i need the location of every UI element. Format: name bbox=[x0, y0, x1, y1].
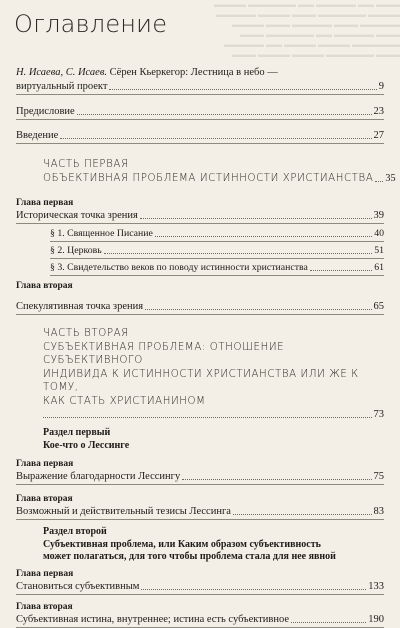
dot-leader bbox=[140, 218, 372, 219]
intro-line-2 bbox=[16, 80, 384, 95]
page-title: Оглавление bbox=[14, 10, 168, 38]
part-two-title-line3: КАК СТАТЬ ХРИСТИАНИНОМ bbox=[43, 395, 206, 407]
page-number: 9 bbox=[378, 81, 384, 92]
subsection-two-title-line1: Субъективная проблема, или Каким образом субъективность bbox=[43, 538, 321, 550]
toc-entry-intro[interactable] bbox=[16, 66, 384, 95]
page-number: 65 bbox=[373, 301, 384, 312]
intro-line-1 bbox=[16, 66, 384, 80]
page-number: 75 bbox=[373, 471, 384, 482]
page-number: 40 bbox=[374, 228, 384, 239]
page-number: 27 bbox=[373, 130, 384, 141]
subsection-one-title: Кое-что о Лессинге bbox=[43, 439, 130, 451]
toc-entry-speculative[interactable] bbox=[16, 300, 384, 315]
dot-leader bbox=[60, 138, 371, 139]
toc-section-church[interactable] bbox=[50, 244, 384, 259]
chapter-heading: Глава первая bbox=[16, 198, 74, 208]
part-two-title-line1: СУБЪЕКТИВНАЯ ПРОБЛЕМА: ОТНОШЕНИЕ СУБЪЕКТИВНОГО bbox=[43, 341, 285, 366]
part-one-title: ОБЪЕКТИВНАЯ ПРОБЛЕМА ИСТИННОСТИ ХРИСТИАНСТВА bbox=[43, 172, 374, 184]
bleed-through-decoration: ▬▬▬ ▬▬ ▬▬▬▬▬ ▬▬ ▬▬▬▬▬▬ ▬▬▬▬ ▬▬▬▬ ▬▬▬▬▬▬ ▬▬▬ ▬▬▬▬ ▬▬▬▬▬ ▬▬▬▬▬ ▬▬▬ ▬▬▬▬▬ ▬▬▬ ▬▬▬▬ ▬▬▬ ▬▬▬▬▬ ▬▬ ▬▬▬▬▬▬ ▬▬▬ ▬▬▬▬▬▬ ▬▬▬▬ ▬▬▬▬ ▬▬ ▬▬▬▬▬ ▬▬▬ ▬▬▬▬▬▬ ▬▬▬▬ ▬▬▬▬ ▬▬▬ bbox=[214, 0, 400, 59]
subsection-two-heading[interactable] bbox=[43, 526, 384, 564]
intro-title-line1: Сёрен Кьеркегор: Лестница в небо — bbox=[109, 67, 278, 78]
entry-label: Предисловие bbox=[16, 106, 75, 117]
intro-title-line2: виртуальный проект bbox=[16, 81, 108, 92]
section-label: § 2. Церковь bbox=[50, 245, 102, 256]
subsection-two-title-line2: может полагаться, для того чтобы проблема стала для нее явной bbox=[43, 551, 336, 562]
toc-entry-subjective-truth[interactable] bbox=[16, 613, 384, 628]
page-number: 73 bbox=[373, 409, 384, 420]
part-two-title-line2: ИНДИВИДА К ИСТИННОСТИ ХРИСТИАНСТВА ИЛИ ЖЕ К ТОМУ, bbox=[43, 368, 359, 393]
dot-leader bbox=[109, 89, 376, 90]
chapter-heading: Глава вторая bbox=[16, 494, 73, 504]
page-number: 83 bbox=[373, 506, 384, 517]
subsection-two-label: Раздел второй bbox=[43, 526, 107, 537]
dot-leader bbox=[155, 236, 372, 237]
part-two-label: ЧАСТЬ ВТОРАЯ bbox=[43, 328, 129, 339]
dot-leader bbox=[145, 309, 371, 310]
section-label: § 1. Священное Писание bbox=[50, 228, 153, 239]
dot-leader bbox=[141, 589, 366, 590]
subsection-one-label: Раздел первый bbox=[43, 427, 111, 438]
dot-leader bbox=[182, 479, 371, 480]
dot-leader bbox=[291, 622, 366, 623]
page-number: 39 bbox=[373, 210, 384, 221]
intro-authors: Н. Исаева, С. Исаев. bbox=[16, 67, 108, 78]
chapter-heading: Глава первая bbox=[16, 459, 74, 469]
toc-section-testimony[interactable] bbox=[50, 261, 384, 276]
page-number: 51 bbox=[374, 245, 384, 256]
part-two-page-row bbox=[43, 408, 384, 421]
dot-leader bbox=[104, 253, 372, 254]
dot-leader bbox=[77, 114, 372, 115]
page-number: 23 bbox=[373, 106, 384, 117]
dot-leader bbox=[43, 417, 372, 418]
toc-entry-historical[interactable] bbox=[16, 209, 384, 224]
chapter-heading: Глава первая bbox=[16, 568, 74, 579]
page-number: 190 bbox=[368, 613, 384, 625]
toc bbox=[16, 66, 396, 628]
dot-leader bbox=[375, 181, 383, 182]
toc-section-scripture[interactable] bbox=[50, 227, 384, 242]
toc-entry-gratitude[interactable] bbox=[16, 470, 384, 485]
entry-label: Историческая точка зрения bbox=[16, 210, 138, 221]
dot-leader bbox=[233, 514, 372, 515]
dot-leader bbox=[310, 270, 372, 271]
entry-label: Становиться субъективным bbox=[16, 580, 140, 592]
entry-label: Спекулятивная точка зрения bbox=[16, 301, 144, 312]
subsection-one-heading[interactable] bbox=[43, 427, 384, 452]
toc-entry-becoming-subjective[interactable] bbox=[16, 580, 384, 595]
toc-entry-introduction[interactable] bbox=[16, 129, 384, 144]
part-two-heading[interactable] bbox=[43, 327, 384, 421]
entry-label: Субъективная истина, внутреннее; истина есть субъективное bbox=[16, 613, 290, 625]
entry-label: Выражение благодарности Лессингу bbox=[16, 471, 181, 482]
toc-entry-preface[interactable] bbox=[16, 105, 384, 120]
part-one-title-row bbox=[43, 172, 396, 186]
page-number: 35 bbox=[385, 172, 396, 184]
entry-label: Введение bbox=[16, 130, 59, 141]
part-one-label: ЧАСТЬ ПЕРВАЯ bbox=[43, 159, 129, 170]
entry-label: Возможный и действительный тезисы Лессинга bbox=[16, 506, 231, 517]
part-one-heading[interactable] bbox=[43, 158, 396, 185]
chapter-heading: Глава вторая bbox=[16, 601, 73, 612]
page-number: 133 bbox=[368, 580, 384, 592]
page-number: 61 bbox=[374, 262, 384, 273]
chapter-heading: Глава вторая bbox=[16, 281, 73, 291]
toc-entry-theses[interactable] bbox=[16, 505, 384, 520]
section-label: § 3. Свидетельство веков по поводу истинности христианства bbox=[50, 262, 308, 273]
